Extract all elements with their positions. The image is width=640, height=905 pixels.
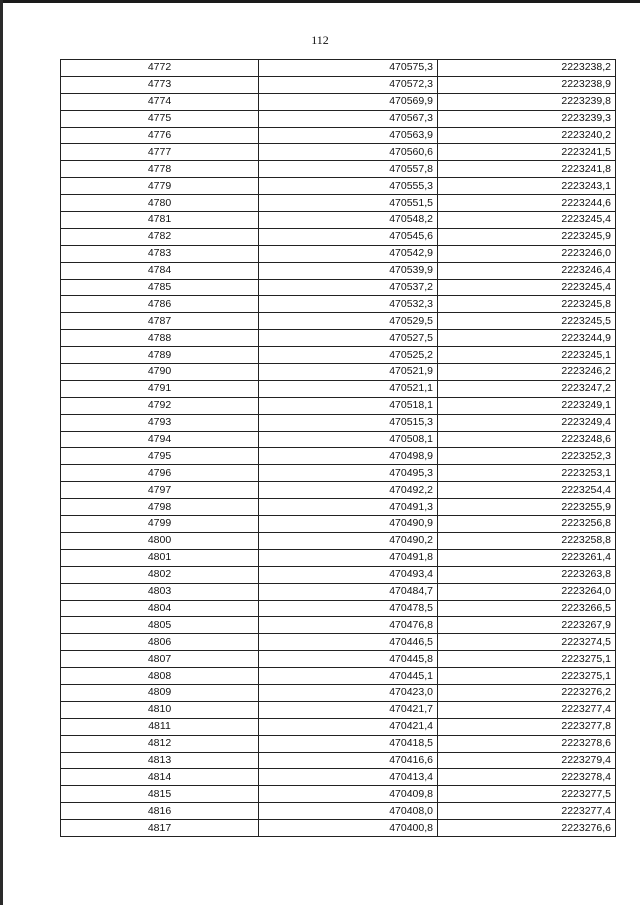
table-row	[61, 127, 616, 144]
x-coordinate-cell: 470423,0	[259, 684, 438, 701]
y-coordinate-cell: 2223238,2	[438, 60, 616, 77]
point-number-cell: 4792	[61, 397, 259, 414]
x-coordinate-cell: 470495,3	[259, 465, 438, 482]
y-coordinate-cell: 2223253,1	[438, 465, 616, 482]
table-row	[61, 212, 616, 229]
table-row	[61, 566, 616, 583]
y-coordinate-cell: 2223240,2	[438, 127, 616, 144]
point-number-cell: 4808	[61, 668, 259, 685]
x-coordinate-cell: 470555,3	[259, 178, 438, 195]
y-coordinate-cell: 2223238,9	[438, 76, 616, 93]
x-coordinate-cell: 470476,8	[259, 617, 438, 634]
point-number-cell: 4774	[61, 93, 259, 110]
point-number-cell: 4813	[61, 752, 259, 769]
x-coordinate-cell: 470408,0	[259, 803, 438, 820]
x-coordinate-cell: 470498,9	[259, 448, 438, 465]
table-row	[61, 803, 616, 820]
table-row	[61, 431, 616, 448]
x-coordinate-cell: 470518,1	[259, 397, 438, 414]
table-row	[61, 76, 616, 93]
point-number-cell: 4814	[61, 769, 259, 786]
x-coordinate-cell: 470545,6	[259, 228, 438, 245]
table-row	[61, 735, 616, 752]
table-row	[61, 820, 616, 837]
point-number-cell: 4773	[61, 76, 259, 93]
point-number-cell: 4785	[61, 279, 259, 296]
x-coordinate-cell: 470490,9	[259, 516, 438, 533]
y-coordinate-cell: 2223244,9	[438, 330, 616, 347]
table-row	[61, 448, 616, 465]
point-number-cell: 4793	[61, 414, 259, 431]
y-coordinate-cell: 2223239,3	[438, 110, 616, 127]
table-row	[61, 516, 616, 533]
point-number-cell: 4772	[61, 60, 259, 77]
point-number-cell: 4782	[61, 228, 259, 245]
table-row	[61, 701, 616, 718]
x-coordinate-cell: 470400,8	[259, 820, 438, 837]
table-row	[61, 583, 616, 600]
table-row	[61, 364, 616, 381]
point-number-cell: 4791	[61, 380, 259, 397]
x-coordinate-cell: 470515,3	[259, 414, 438, 431]
point-number-cell: 4787	[61, 313, 259, 330]
point-number-cell: 4806	[61, 634, 259, 651]
y-coordinate-cell: 2223275,1	[438, 668, 616, 685]
y-coordinate-cell: 2223278,6	[438, 735, 616, 752]
point-number-cell: 4781	[61, 212, 259, 229]
point-number-cell: 4807	[61, 651, 259, 668]
y-coordinate-cell: 2223245,1	[438, 347, 616, 364]
table-row	[61, 347, 616, 364]
x-coordinate-cell: 470421,4	[259, 718, 438, 735]
point-number-cell: 4780	[61, 195, 259, 212]
y-coordinate-cell: 2223245,9	[438, 228, 616, 245]
y-coordinate-cell: 2223267,9	[438, 617, 616, 634]
point-number-cell: 4790	[61, 364, 259, 381]
point-number-cell: 4803	[61, 583, 259, 600]
table-row	[61, 110, 616, 127]
point-number-cell: 4786	[61, 296, 259, 313]
table-row	[61, 279, 616, 296]
x-coordinate-cell: 470560,6	[259, 144, 438, 161]
y-coordinate-cell: 2223241,8	[438, 161, 616, 178]
y-coordinate-cell: 2223279,4	[438, 752, 616, 769]
y-coordinate-cell: 2223261,4	[438, 549, 616, 566]
point-number-cell: 4778	[61, 161, 259, 178]
y-coordinate-cell: 2223255,9	[438, 499, 616, 516]
point-number-cell: 4798	[61, 499, 259, 516]
y-coordinate-cell: 2223266,5	[438, 600, 616, 617]
x-coordinate-cell: 470532,3	[259, 296, 438, 313]
y-coordinate-cell: 2223246,0	[438, 245, 616, 262]
x-coordinate-cell: 470484,7	[259, 583, 438, 600]
point-number-cell: 4775	[61, 110, 259, 127]
table-row	[61, 262, 616, 279]
x-coordinate-cell: 470548,2	[259, 212, 438, 229]
table-row	[61, 161, 616, 178]
point-number-cell: 4805	[61, 617, 259, 634]
y-coordinate-cell: 2223258,8	[438, 532, 616, 549]
y-coordinate-cell: 2223277,4	[438, 803, 616, 820]
y-coordinate-cell: 2223275,1	[438, 651, 616, 668]
point-number-cell: 4815	[61, 786, 259, 803]
x-coordinate-cell: 470527,5	[259, 330, 438, 347]
x-coordinate-cell: 470445,8	[259, 651, 438, 668]
table-row	[61, 414, 616, 431]
table-row	[61, 549, 616, 566]
x-coordinate-cell: 470493,4	[259, 566, 438, 583]
x-coordinate-cell: 470542,9	[259, 245, 438, 262]
table-row	[61, 313, 616, 330]
table-row	[61, 786, 616, 803]
point-number-cell: 4802	[61, 566, 259, 583]
x-coordinate-cell: 470445,1	[259, 668, 438, 685]
table-row	[61, 718, 616, 735]
y-coordinate-cell: 2223245,4	[438, 279, 616, 296]
point-number-cell: 4779	[61, 178, 259, 195]
point-number-cell: 4804	[61, 600, 259, 617]
table-row	[61, 144, 616, 161]
x-coordinate-cell: 470418,5	[259, 735, 438, 752]
y-coordinate-cell: 2223244,6	[438, 195, 616, 212]
y-coordinate-cell: 2223277,4	[438, 701, 616, 718]
y-coordinate-cell: 2223263,8	[438, 566, 616, 583]
x-coordinate-cell: 470409,8	[259, 786, 438, 803]
table-row	[61, 769, 616, 786]
x-coordinate-cell: 470539,9	[259, 262, 438, 279]
x-coordinate-cell: 470525,2	[259, 347, 438, 364]
y-coordinate-cell: 2223246,2	[438, 364, 616, 381]
point-number-cell: 4812	[61, 735, 259, 752]
scan-top-edge	[0, 0, 640, 3]
y-coordinate-cell: 2223239,8	[438, 93, 616, 110]
table-row	[61, 668, 616, 685]
y-coordinate-cell: 2223276,6	[438, 820, 616, 837]
x-coordinate-cell: 470508,1	[259, 431, 438, 448]
y-coordinate-cell: 2223243,1	[438, 178, 616, 195]
scan-left-edge	[0, 0, 3, 905]
x-coordinate-cell: 470557,8	[259, 161, 438, 178]
page-number: 112	[311, 33, 329, 47]
table-row	[61, 178, 616, 195]
y-coordinate-cell: 2223252,3	[438, 448, 616, 465]
coordinates-table	[60, 59, 616, 837]
y-coordinate-cell: 2223245,8	[438, 296, 616, 313]
point-number-cell: 4788	[61, 330, 259, 347]
y-coordinate-cell: 2223277,5	[438, 786, 616, 803]
table-row	[61, 397, 616, 414]
table-row	[61, 600, 616, 617]
x-coordinate-cell: 470521,9	[259, 364, 438, 381]
x-coordinate-cell: 470491,8	[259, 549, 438, 566]
table-row	[61, 380, 616, 397]
y-coordinate-cell: 2223274,5	[438, 634, 616, 651]
x-coordinate-cell: 470563,9	[259, 127, 438, 144]
y-coordinate-cell: 2223241,5	[438, 144, 616, 161]
table-row	[61, 651, 616, 668]
x-coordinate-cell: 470478,5	[259, 600, 438, 617]
y-coordinate-cell: 2223249,1	[438, 397, 616, 414]
x-coordinate-cell: 470537,2	[259, 279, 438, 296]
table-row	[61, 752, 616, 769]
table-row	[61, 684, 616, 701]
y-coordinate-cell: 2223278,4	[438, 769, 616, 786]
point-number-cell: 4800	[61, 532, 259, 549]
x-coordinate-cell: 470567,3	[259, 110, 438, 127]
x-coordinate-cell: 470446,5	[259, 634, 438, 651]
table-row	[61, 195, 616, 212]
point-number-cell: 4796	[61, 465, 259, 482]
point-number-cell: 4784	[61, 262, 259, 279]
point-number-cell: 4799	[61, 516, 259, 533]
y-coordinate-cell: 2223264,0	[438, 583, 616, 600]
table-row	[61, 296, 616, 313]
table-row	[61, 93, 616, 110]
point-number-cell: 4817	[61, 820, 259, 837]
point-number-cell: 4810	[61, 701, 259, 718]
point-number-cell: 4783	[61, 245, 259, 262]
table-row	[61, 482, 616, 499]
x-coordinate-cell: 470521,1	[259, 380, 438, 397]
x-coordinate-cell: 470575,3	[259, 60, 438, 77]
table-row	[61, 634, 616, 651]
x-coordinate-cell: 470490,2	[259, 532, 438, 549]
table-row	[61, 330, 616, 347]
point-number-cell: 4801	[61, 549, 259, 566]
point-number-cell: 4795	[61, 448, 259, 465]
x-coordinate-cell: 470529,5	[259, 313, 438, 330]
point-number-cell: 4777	[61, 144, 259, 161]
coordinates-table-body	[61, 60, 616, 837]
y-coordinate-cell: 2223254,4	[438, 482, 616, 499]
x-coordinate-cell: 470492,2	[259, 482, 438, 499]
x-coordinate-cell: 470569,9	[259, 93, 438, 110]
point-number-cell: 4776	[61, 127, 259, 144]
x-coordinate-cell: 470491,3	[259, 499, 438, 516]
y-coordinate-cell: 2223248,6	[438, 431, 616, 448]
table-row	[61, 228, 616, 245]
point-number-cell: 4789	[61, 347, 259, 364]
x-coordinate-cell: 470572,3	[259, 76, 438, 93]
point-number-cell: 4811	[61, 718, 259, 735]
x-coordinate-cell: 470551,5	[259, 195, 438, 212]
table-row	[61, 245, 616, 262]
table-row	[61, 532, 616, 549]
point-number-cell: 4794	[61, 431, 259, 448]
y-coordinate-cell: 2223249,4	[438, 414, 616, 431]
y-coordinate-cell: 2223276,2	[438, 684, 616, 701]
y-coordinate-cell: 2223247,2	[438, 380, 616, 397]
x-coordinate-cell: 470416,6	[259, 752, 438, 769]
table-row	[61, 499, 616, 516]
x-coordinate-cell: 470413,4	[259, 769, 438, 786]
table-row	[61, 465, 616, 482]
table-row	[61, 60, 616, 77]
table-row	[61, 617, 616, 634]
y-coordinate-cell: 2223277,8	[438, 718, 616, 735]
point-number-cell: 4797	[61, 482, 259, 499]
y-coordinate-cell: 2223245,4	[438, 212, 616, 229]
point-number-cell: 4809	[61, 684, 259, 701]
y-coordinate-cell: 2223256,8	[438, 516, 616, 533]
x-coordinate-cell: 470421,7	[259, 701, 438, 718]
y-coordinate-cell: 2223246,4	[438, 262, 616, 279]
point-number-cell: 4816	[61, 803, 259, 820]
y-coordinate-cell: 2223245,5	[438, 313, 616, 330]
